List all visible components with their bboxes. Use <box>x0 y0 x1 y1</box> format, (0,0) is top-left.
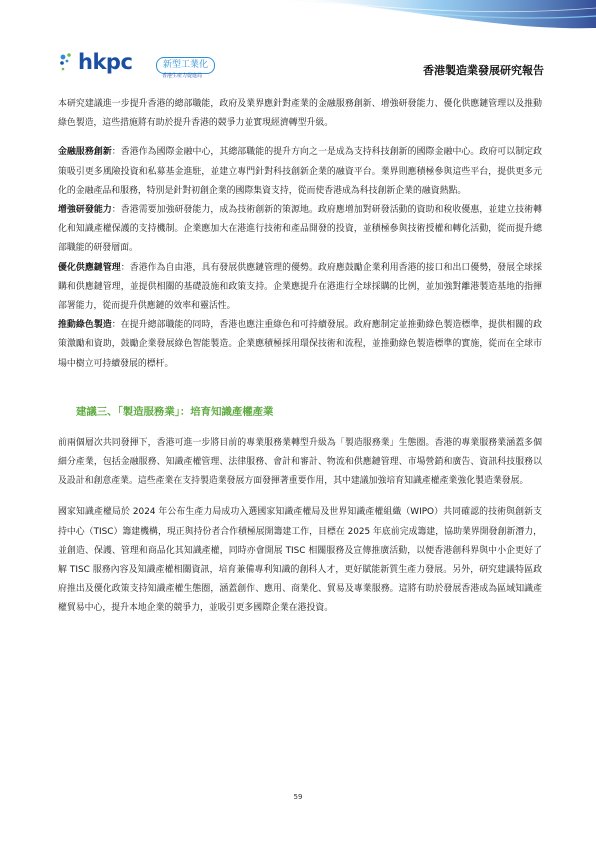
report-title: 香港製造業發展研究報告 <box>423 64 544 77</box>
item-text: ：香港作為自由港，具有發展供應鏈管理的優勢。政府應鼓勵企業利用香港的接口和出口優勢，發展全球採購和供應鏈管理，並提供相關的基礎設施和政策支持。企業應提升在港進行全球採購的比例，並加強對離港製造基地的指揮部署能力，從而提升供應鏈的效率和靈活性。 <box>58 262 543 312</box>
item-label: 金融服務創新 <box>58 147 112 158</box>
section-paragraph-1: 前兩個層次共同發揮下，香港可進一步將目前的專業服務業轉型升級為「製造服務業」生態圈。香港的專業服務業涵蓋多個細分產業，包括金融服務、知識產權管理、法律服務、會計和審計、物流和供應鏈管理、市場營銷和廣告、資訊科技服務以及設計和創意產業。這些產業在支持製造業發展方面發揮著重要作用，其中建議加強培育知識產權產業強化製造業發展。 <box>58 437 542 487</box>
item-text: ：在提升總部職能的同時，香港也應注重綠色和可持續發展。政府應制定並推動綠色製造標準，提供相關的政策激勵和資助，鼓勵企業發展綠色智能製造。企業應積極採用環保技術和流程，並推動綠色製造標準的實施，從而在全球市場中樹立可持續發展的標杆。 <box>58 320 543 369</box>
item-label: 優化供應鏈管理 <box>58 262 121 273</box>
item-text: ：香港需要加強研發能力，成為技術創新的策源地。政府應增加對研發活動的資助和稅收優惠，並建立技術轉化和知識產權保護的支持機制。企業應加大在港進行技術和產品開發的投資，並積極參與技術授權和轉化活動，從而提升總部職能的研發層面。 <box>58 205 543 254</box>
main-content <box>58 95 542 619</box>
item-rnd <box>58 201 542 259</box>
item-text: ：香港作為國際金融中心，其總部職能的提升方向之一是成為支持科技創新的國際金融中心。政府可以制定政策吸引更多風險投資和私募基金進駐，並建立專門針對科技創新企業的融資平台。業界則應積極參與這些平台，提供更多元化的金融產品和服務，特別是針對初創企業的國際集資支持，從而使香港成為科技創新企業的融資熱點。 <box>58 147 543 196</box>
item-green-manufacturing <box>58 316 542 374</box>
item-supply-chain <box>58 259 542 317</box>
page-header <box>58 48 544 80</box>
item-financial-services <box>58 143 542 201</box>
item-label: 增強研發能力 <box>58 205 112 216</box>
section-paragraph-2: 國家知識產權局於 2024 年公布生產力局成功入選國家知識產權局及世界知識產權組織（WIPO）共同確認的技術與創新支持中心（TISC）籌建機構，現正與持份者合作積極展開籌建工作，目標在 2025 年底前完成籌建，協助業界開發創新潛力，並創造、保護、管理和商品化其知識產權，同時亦會開展 TISC 相關服務及宣傳推廣活動，以便香港創科界與中小企更好了解 TISC 服務內容及知識產權相關資訊，培育兼備專利知識的創科人才，更好賦能新質生產力發展。另外，研究建議特區政府推出及優化政策支持知識產權生態圈，涵蓋創作、應用、商業化、貿易及專業服務。這將有助於發展香港成為區域知識產權貿易中心，提升本地企業的競爭力，並吸引更多國際企業在港投資。 <box>58 507 542 614</box>
intro-paragraph: 本研究建議進一步提升香港的總部職能，政府及業界應針對產業的金融服務創新、增強研發能力、優化供應鏈管理以及推動綠色製造，這些措施將有助於提升香港的競爭力並實現經濟轉型升級。 <box>58 99 542 129</box>
header-decoration <box>266 0 596 40</box>
logo-text: hkpc <box>78 50 133 74</box>
logo-subtitle: 香港生產力促進局 <box>162 73 203 79</box>
section-heading: 建議三、「製造服務業」：培育知識產權產業 <box>76 405 274 418</box>
page-number: 59 <box>293 793 303 801</box>
hkpc-logo-mark-icon <box>58 52 80 74</box>
item-label: 推動綠色製造 <box>58 320 112 331</box>
logo-badge: 新型工業化 <box>156 57 215 74</box>
